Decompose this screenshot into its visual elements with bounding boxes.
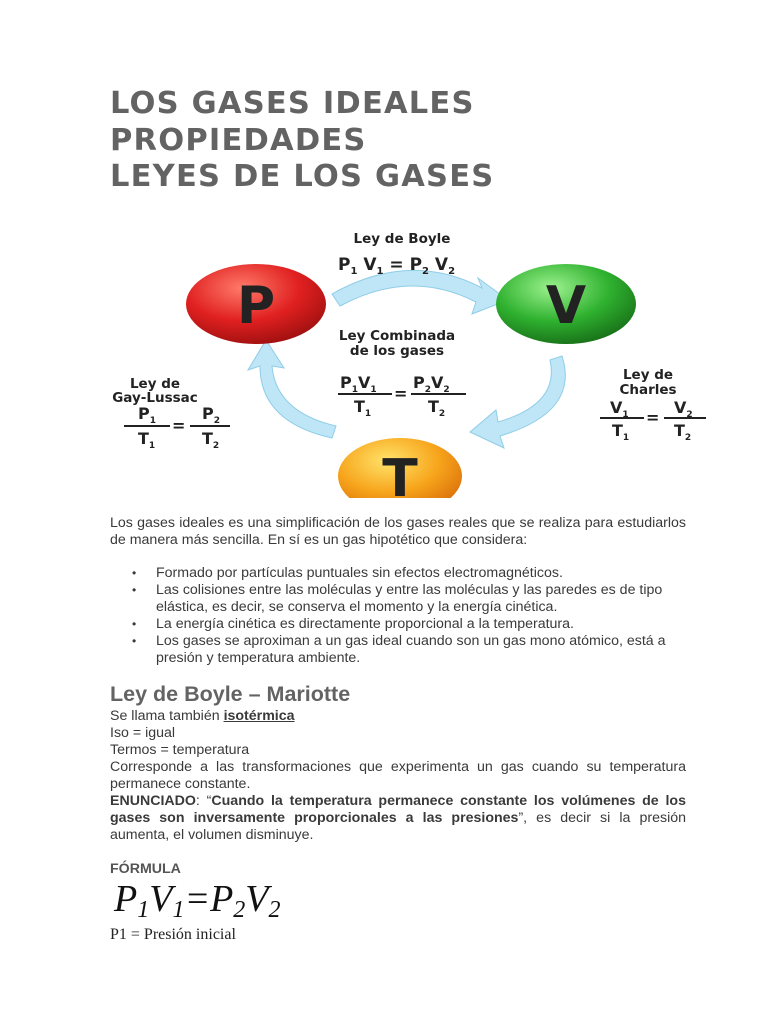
arrow-p-to-v [332,270,508,314]
boyle-formula-large: $P_1V_1=P_2V_2$ [114,878,281,923]
properties-list [110,565,686,667]
title-line-3: LEYES DE LOS GASES [110,159,495,194]
svg-text:P1 V1 = P2 V2: $P_1$ $V_1 = P_2$ $V_2$ [338,255,456,277]
isotermica-term: isotérmica [223,708,295,724]
svg-text:T: T [382,449,418,498]
list-item: • Formado por partículas puntuales sin efectos electromagnéticos. [110,565,686,582]
arrow-t-to-p [248,340,336,438]
boyle-body [110,708,686,844]
enunciado-statement: Cuando la temperatura permanece constante los volúmenes de los gases son inversamente proporcionales a las presiones [110,793,686,826]
svg-text:=: = [646,408,660,427]
charles-label-2: Charles [619,382,677,398]
termos-line: Termos = temperatura [110,742,250,758]
svg-text:P1: $P_1$ [138,404,156,426]
circle-p [186,264,326,344]
list-item: • La energía cinética es directamente proporcional a la temperatura. [110,616,686,633]
list-item: • Los gases se aproximan a un gas ideal cuando son un gas mono atómico, está a presión y temperatura ambiente. [110,633,686,667]
combined-label-2: de los gases [349,343,445,359]
svg-text:P2: $P_2$ [202,404,220,426]
p1-definition: P1 = Presión inicial [110,926,236,943]
intro-paragraph: Los gases ideales es una simplificación de los gases reales que se realiza para estudiarlos de manera más sencilla. En sí es un gas hipotético que considera: [110,515,686,548]
svg-text:T1: $T_1$ [612,421,630,443]
svg-text:T1: $T_1$ [354,397,372,419]
iso-line: Iso = igual [110,725,176,741]
svg-text:=: = [172,416,186,435]
also-called-line [110,708,686,725]
charles-label-1: Ley de [622,367,674,383]
svg-text:P2V2: $P_2V_2$ [413,373,450,395]
svg-text:T1: $T_1$ [138,429,156,451]
gay-lussac-formula [124,404,230,451]
combined-label-1: Ley Combinada [338,328,456,344]
enunciado-rest: ”, es decir si la presión aumenta, el volumen disminuye. [110,810,687,843]
section-title-boyle: Ley de Boyle – Mariotte [110,682,351,706]
gay-lussac-label-1: Ley de [129,376,181,392]
corresponds-paragraph: Corresponde a las transformaciones que experimenta un gas cuando su temperatura permanece constante. [110,759,686,792]
charles-formula [600,398,706,443]
enunciado-label: ENUNCIADO [110,793,196,809]
boyle-formula [338,255,455,277]
boyle-label: Ley de Boyle [353,231,451,247]
svg-text:V1: $V_1$ [610,398,629,420]
svg-text:T2: $T_2$ [674,421,692,443]
title-line-1: LOS GASES IDEALES [110,86,475,121]
enunciado-colon: : “ [195,793,212,809]
formula-label: FÓRMULA [110,861,181,877]
combined-formula [338,373,466,419]
svg-text:T2: $T_2$ [428,397,446,419]
svg-text:P: P [236,276,276,336]
also-called-prefix: Se llama también [110,708,224,724]
svg-text:P1V1: $P_1V_1$ [340,373,377,395]
gay-lussac-label-2: Gay-Lussac [112,390,198,406]
enunciado-paragraph [110,793,686,844]
circle-t [338,438,462,498]
svg-text:V: V [545,276,587,336]
svg-text:V2: $V_2$ [674,398,693,420]
title-line-2: PROPIEDADES [110,122,367,158]
arrow-v-to-t [470,356,565,448]
svg-text:=: = [394,384,408,403]
svg-text:T2: $T_2$ [202,429,220,451]
page-title [110,86,686,196]
circle-v [496,264,636,344]
list-item: • Las colisiones entre las moléculas y entre las moléculas y las paredes es de tipo elástica, es decir, se conserva el momento y la energía cinética. [110,582,686,616]
gas-laws-diagram [110,222,710,498]
